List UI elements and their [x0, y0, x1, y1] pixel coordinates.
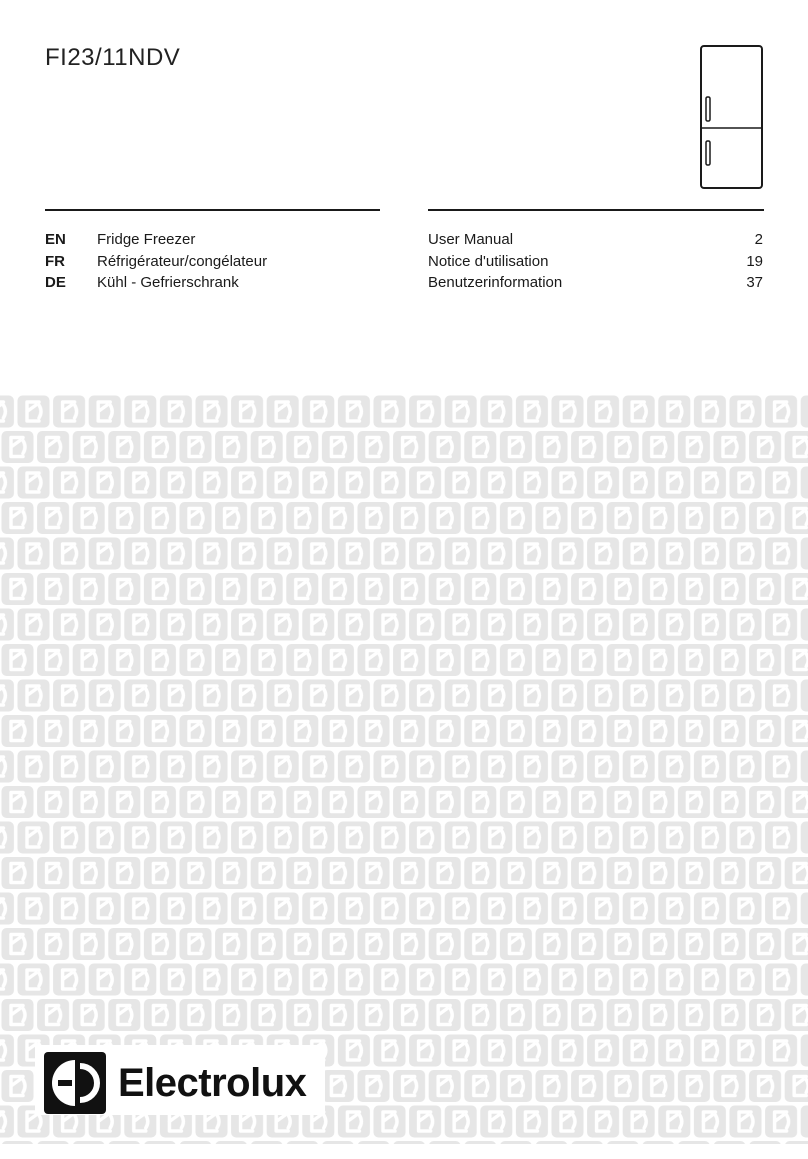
page-number: 2 [754, 231, 763, 248]
page-number: 37 [746, 274, 763, 291]
brand-wordmark: Electrolux [118, 1061, 307, 1105]
language-code: EN [45, 231, 66, 248]
language-row-en [0, 229, 808, 251]
product-name: Réfrigérateur/congélateur [97, 253, 268, 270]
divider-right [428, 209, 764, 211]
fridge-freezer-icon [700, 45, 763, 189]
language-row-fr [0, 251, 808, 273]
product-name: Fridge Freezer [97, 231, 196, 248]
language-code: FR [45, 253, 65, 270]
electrolux-pattern-background [0, 394, 808, 1144]
divider-left [45, 209, 380, 211]
model-number: FI23/11NDV [45, 44, 181, 71]
manual-title: User Manual [428, 231, 514, 248]
electrolux-logo-icon [44, 1052, 106, 1114]
page-number: 19 [746, 253, 763, 270]
manual-title: Benutzerinformation [428, 274, 563, 291]
language-row-de [0, 272, 808, 294]
manual-title: Notice d'utilisation [428, 253, 549, 270]
language-code: DE [45, 274, 66, 291]
product-name: Kühl - Gefrierschrank [97, 274, 239, 291]
